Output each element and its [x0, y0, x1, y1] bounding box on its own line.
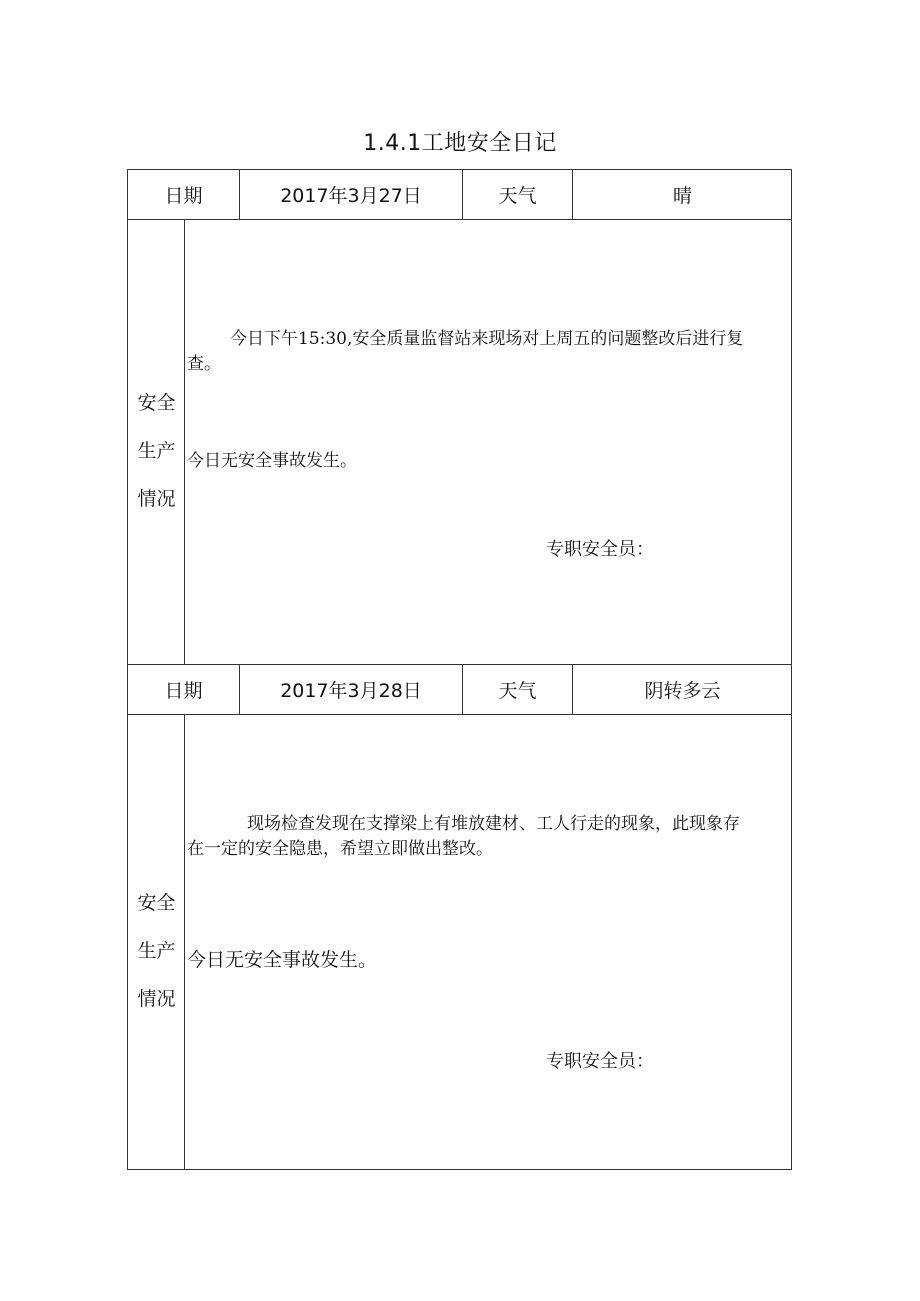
row-divider	[127, 714, 792, 715]
accident-note: 今日无安全事故发生。	[187, 451, 357, 471]
date-label: 日期	[164, 680, 203, 702]
weather-label: 天气	[498, 680, 537, 702]
inspection-note	[187, 327, 787, 377]
inspection-line: 查。	[187, 354, 221, 374]
safety-officer-signature-label: 专职安全员：	[546, 1051, 654, 1072]
accident-note: 今日无安全事故发生。	[187, 949, 378, 971]
weather-value: 阴转多云	[644, 680, 721, 702]
section-label-line: 生产	[137, 940, 176, 962]
page-title: 1.4.1工地安全日记	[363, 131, 557, 156]
weather-label: 天气	[498, 185, 537, 207]
section-label-line: 生产	[137, 440, 176, 462]
section-label-line: 情况	[137, 988, 176, 1010]
row-divider	[127, 219, 792, 220]
safety-officer-signature-label: 专职安全员：	[546, 539, 654, 560]
inspection-line: 在一定的安全隐患，希望立即做出整改。	[187, 839, 493, 859]
section-label-line: 安全	[137, 892, 176, 914]
weather-value: 晴	[672, 185, 692, 207]
inspection-note	[187, 812, 787, 862]
section-label	[128, 379, 185, 523]
date-value: 2017年3月27日	[280, 185, 422, 207]
inspection-line: 现场检查发现在支撑梁上有堆放建材、工人行走的现象，此现象存	[247, 814, 740, 834]
inspection-line: 今日下午15:30,安全质量监督站来现场对上周五的问题整改后进行复	[230, 329, 744, 349]
date-value: 2017年3月28日	[280, 680, 422, 702]
section-label	[128, 879, 185, 1023]
section-label-line: 安全	[137, 392, 176, 414]
date-label: 日期	[164, 185, 203, 207]
section-label-line: 情况	[137, 488, 176, 510]
